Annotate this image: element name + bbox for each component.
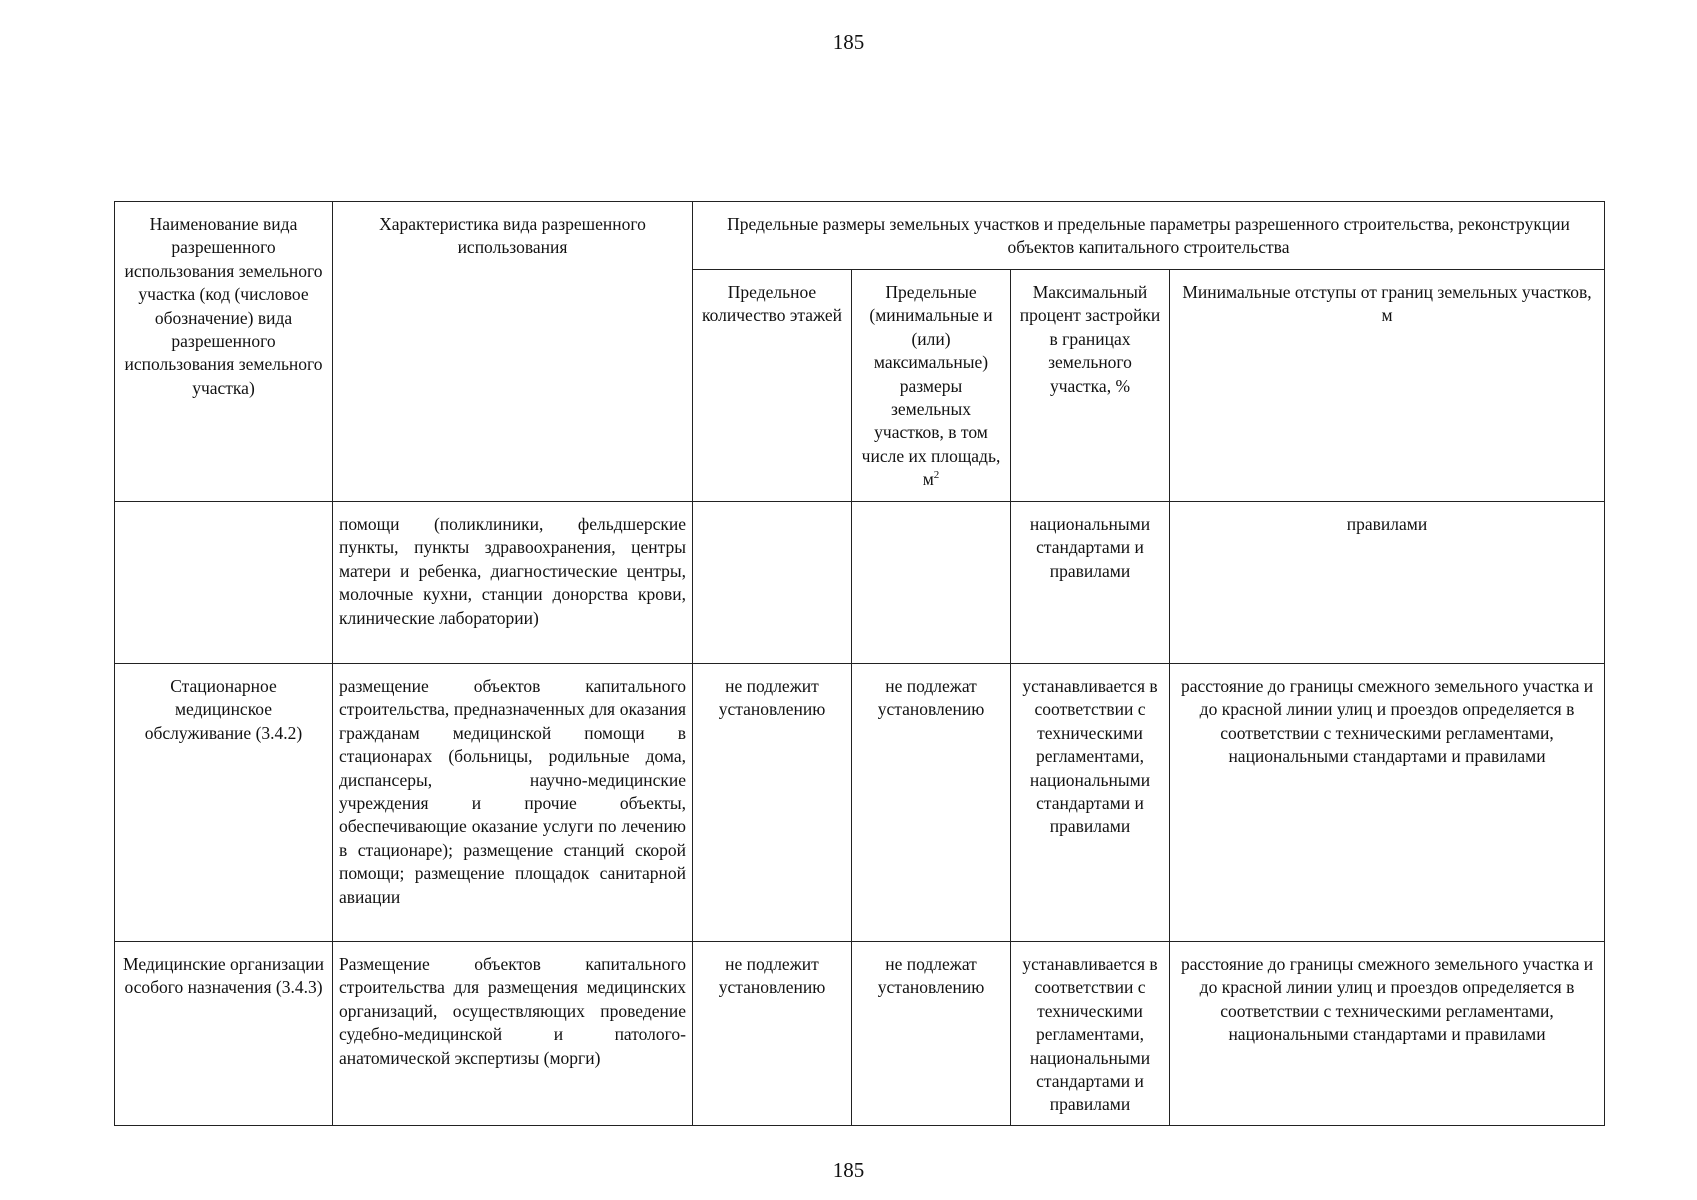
cell-description: помощи (поликлиники, фельдшерские пункты, пункты здравоохранения, центры матери и ребенка, диагностические центры, молочные кухни, станции донорства крови, клинические лаборатории) [333, 502, 693, 664]
cell-percent: национальными стандартами и правилами [1011, 502, 1170, 664]
cell-floors [693, 502, 852, 664]
table-row [115, 664, 1605, 942]
page-number-top: 185 [832, 30, 865, 54]
header-percent: Максимальный процент застройки в границах земельного участка, % [1011, 270, 1170, 502]
cell-name [115, 502, 333, 664]
cell-description: Размещение объектов капитального строительства для размещения медицинских организаций, осуществляющих проведение судебно-медицинской и патолого-анатомической экспертизы (морги) [333, 942, 693, 1126]
cell-name: Стационарное медицинское обслуживание (3.4.2) [115, 664, 333, 942]
cell-setback: расстояние до границы смежного земельного участка и до красной линии улиц и проездов определяется в соответствии с техническими регламентами, национальными стандартами и правилами [1170, 942, 1605, 1126]
cell-name: Медицинские организации особого назначения (3.4.3) [115, 942, 333, 1126]
cell-sizes: не подлежат установлению [852, 942, 1011, 1126]
cell-floors: не подлежит установлению [693, 664, 852, 942]
header-name: Наименование вида разрешенного использования земельного участка (код (числовое обозначение) вида разрешенного использования земельного участка) [115, 202, 333, 502]
page-number-bottom: 185 [832, 1158, 865, 1182]
header-floors: Предельное количество этажей [693, 270, 852, 502]
cell-percent: устанавливается в соответствии с техническими регламентами, национальными стандартами и правилами [1011, 664, 1170, 942]
table-row [115, 502, 1605, 664]
cell-floors: не подлежит установлению [693, 942, 852, 1126]
header-sizes-sup: 2 [933, 469, 940, 482]
header-limits-group: Предельные размеры земельных участков и предельные параметры разрешенного строительства, реконструкции объектов капитального строительства [693, 202, 1605, 270]
header-description: Характеристика вида разрешенного использования [333, 202, 693, 502]
land-use-table [114, 201, 1605, 1126]
cell-sizes [852, 502, 1011, 664]
cell-setback: расстояние до границы смежного земельного участка и до красной линии улиц и проездов определяется в соответствии с техническими регламентами, национальными стандартами и правилами [1170, 664, 1605, 942]
cell-sizes: не подлежат установлению [852, 664, 1011, 942]
header-sizes [852, 270, 1011, 502]
cell-percent: устанавливается в соответствии с техническими регламентами, национальными стандартами и правилами [1011, 942, 1170, 1126]
header-sizes-text: Предельные (минимальные и (или) максимальные) размеры земельных участков, в том числе их площадь, м [861, 282, 1001, 490]
table-row [115, 942, 1605, 1126]
header-row-1 [115, 202, 1605, 270]
cell-description: размещение объектов капитального строительства, предназначенных для оказания гражданам медицинской помощи в стационарах (больницы, родильные дома, диспансеры, научно-медицинские учреждения и прочие объекты, обеспечивающие оказание услуги по лечению в стационаре); размещение станций скорой помощи; размещение площадок санитарной авиации [333, 664, 693, 942]
cell-setback: правилами [1170, 502, 1605, 664]
header-setback: Минимальные отступы от границ земельных участков, м [1170, 270, 1605, 502]
